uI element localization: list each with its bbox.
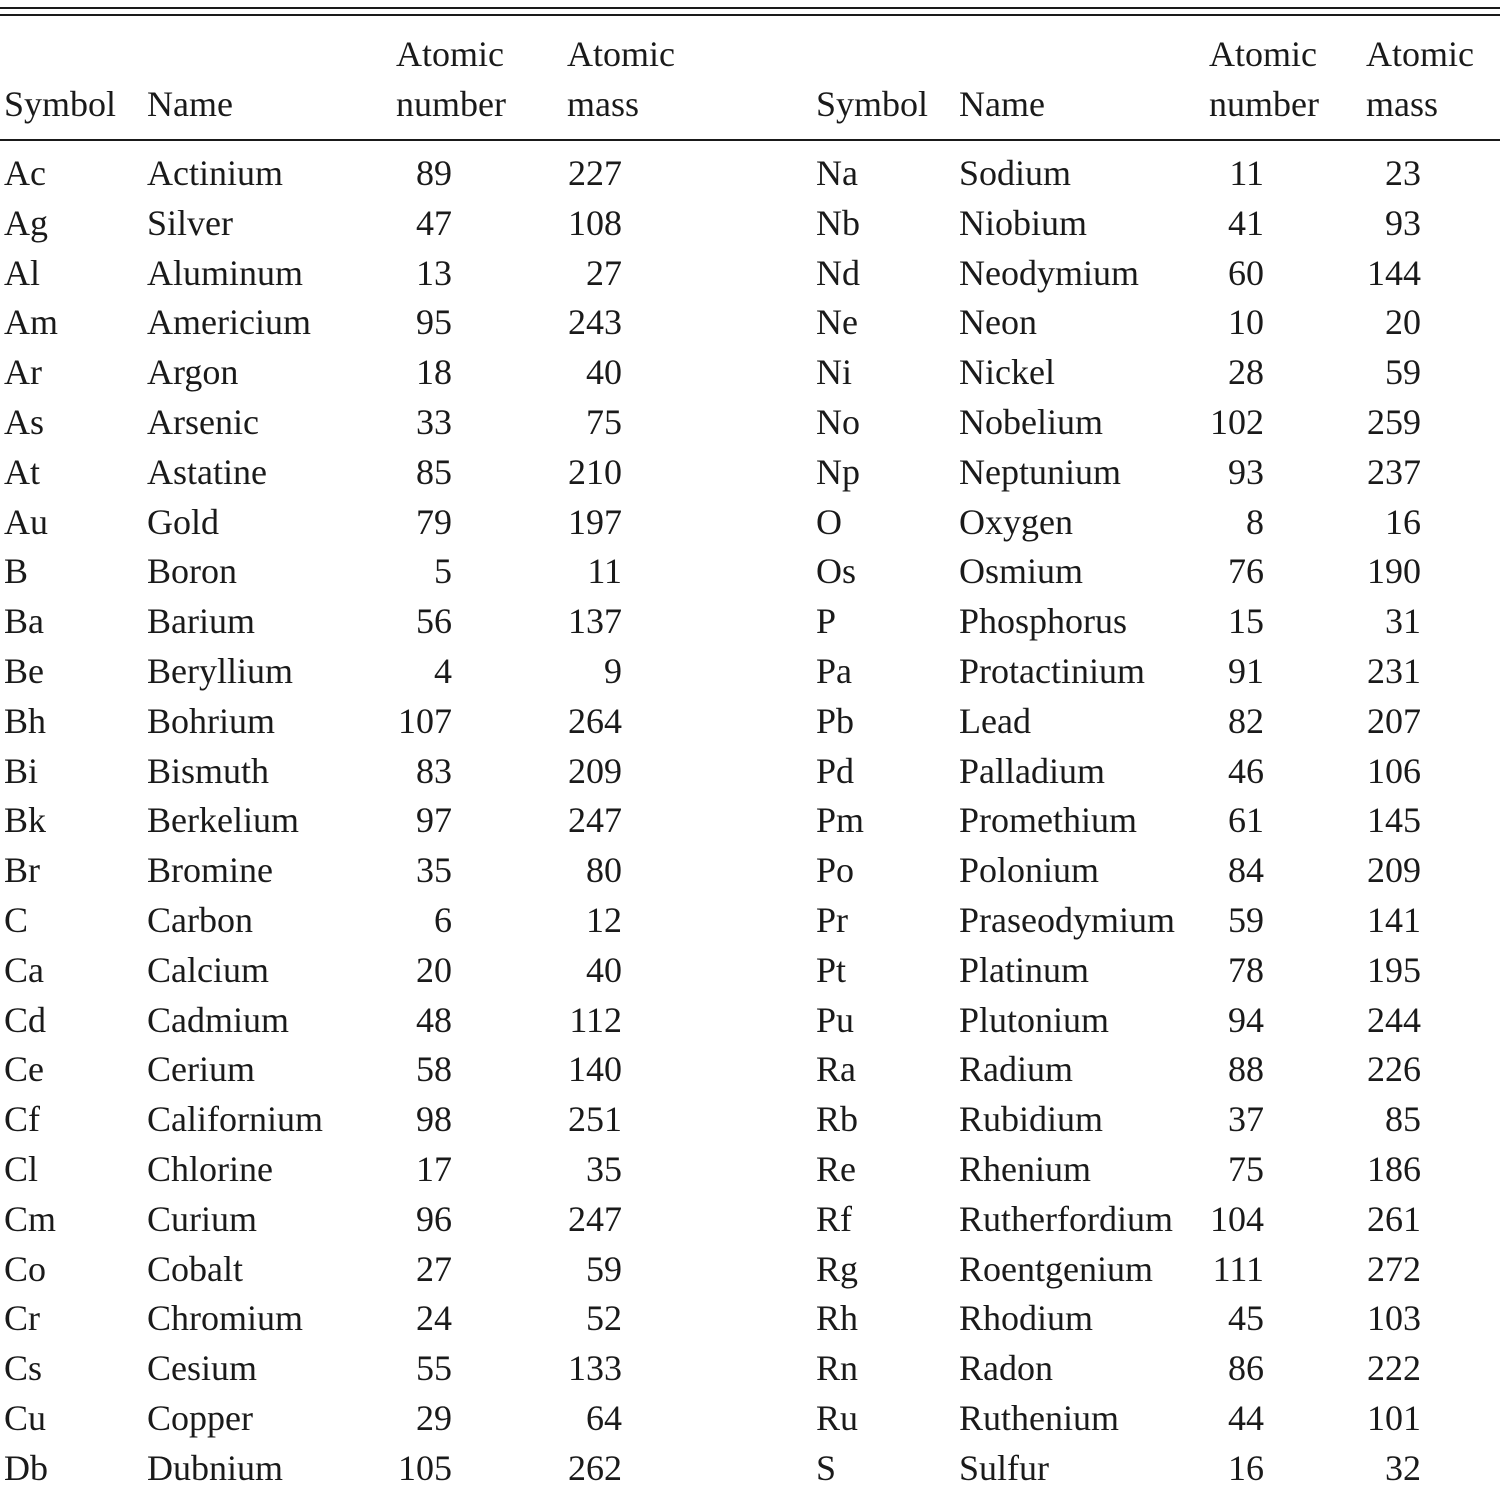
element-atomic-mass: 40	[586, 352, 622, 392]
element-name: Oxygen	[959, 502, 1073, 542]
element-name: Boron	[147, 551, 237, 591]
element-atomic-number: 91	[1228, 651, 1264, 691]
header-rule	[0, 139, 1500, 141]
element-symbol: Po	[816, 850, 855, 890]
element-name: Phosphorus	[959, 601, 1128, 641]
element-atomic-mass: 144	[1367, 253, 1421, 293]
element-name: Chromium	[147, 1298, 304, 1338]
element-atomic-mass: 237	[1367, 452, 1421, 492]
element-name: Rutherfordium	[959, 1199, 1173, 1239]
element-name: Rhodium	[959, 1298, 1094, 1338]
element-atomic-mass: 227	[568, 153, 622, 193]
element-atomic-mass: 209	[1367, 850, 1421, 890]
element-name: Dubnium	[147, 1448, 284, 1488]
element-name: Beryllium	[147, 651, 293, 691]
element-atomic-mass: 31	[1385, 601, 1421, 641]
element-atomic-mass: 40	[586, 950, 622, 990]
element-atomic-mass: 247	[568, 800, 622, 840]
element-symbol: Ac	[4, 153, 46, 193]
element-atomic-number: 16	[1228, 1448, 1264, 1488]
element-name: Barium	[147, 601, 255, 641]
element-atomic-mass: 133	[568, 1348, 622, 1388]
element-atomic-mass: 59	[1385, 352, 1421, 392]
element-name: Polonium	[959, 850, 1100, 890]
element-symbol: Db	[4, 1448, 48, 1488]
element-name: Platinum	[959, 950, 1090, 990]
element-symbol: Ni	[816, 352, 852, 392]
element-atomic-mass: 210	[568, 452, 622, 492]
element-name: Protactinium	[959, 651, 1145, 691]
element-symbol: Rb	[816, 1099, 859, 1139]
element-atomic-number: 93	[1228, 452, 1264, 492]
element-name: Nickel	[959, 352, 1055, 392]
element-atomic-mass: 262	[568, 1448, 622, 1488]
element-name: Lead	[959, 701, 1031, 741]
element-atomic-mass: 112	[569, 1000, 622, 1040]
element-atomic-mass: 35	[586, 1149, 622, 1189]
element-name: Californium	[147, 1099, 323, 1139]
element-name: Plutonium	[959, 1000, 1110, 1040]
element-symbol: Pd	[816, 751, 855, 791]
element-symbol: Ca	[4, 950, 44, 990]
element-symbol: Rn	[816, 1348, 859, 1388]
element-atomic-number: 104	[1210, 1199, 1264, 1239]
element-atomic-mass: 272	[1367, 1249, 1421, 1289]
element-symbol: Na	[816, 153, 858, 193]
element-symbol: Cr	[4, 1298, 40, 1338]
element-atomic-number: 44	[1228, 1398, 1264, 1438]
header-symbol-right: Symbol	[816, 84, 929, 124]
element-atomic-mass: 103	[1367, 1298, 1421, 1338]
element-atomic-number: 33	[416, 402, 452, 442]
element-atomic-number: 5	[434, 551, 452, 591]
element-symbol: Os	[816, 551, 857, 591]
element-symbol: Ru	[816, 1398, 859, 1438]
element-atomic-number: 18	[416, 352, 452, 392]
element-name: Ruthenium	[959, 1398, 1119, 1438]
header-atomic-mass-right-line1: Atomic	[1366, 34, 1474, 74]
element-atomic-number: 78	[1228, 950, 1264, 990]
element-name: Niobium	[959, 203, 1088, 243]
element-atomic-mass: 244	[1367, 1000, 1421, 1040]
element-atomic-number: 20	[416, 950, 452, 990]
element-atomic-number: 41	[1228, 203, 1264, 243]
element-atomic-number: 75	[1228, 1149, 1264, 1189]
element-name: Nobelium	[959, 402, 1103, 442]
element-name: Astatine	[147, 452, 267, 492]
element-symbol: Ce	[4, 1049, 44, 1089]
element-atomic-number: 45	[1228, 1298, 1264, 1338]
element-atomic-number: 84	[1228, 850, 1264, 890]
element-atomic-mass: 197	[568, 502, 622, 542]
element-atomic-number: 35	[416, 850, 452, 890]
header-name-right: Name	[959, 84, 1045, 124]
element-atomic-mass: 20	[1385, 302, 1421, 342]
element-symbol: Re	[816, 1149, 856, 1189]
element-atomic-number: 10	[1228, 302, 1264, 342]
element-atomic-number: 24	[416, 1298, 452, 1338]
element-atomic-mass: 32	[1385, 1448, 1421, 1488]
element-atomic-mass: 243	[568, 302, 622, 342]
element-atomic-mass: 12	[586, 900, 622, 940]
element-atomic-mass: 52	[586, 1298, 622, 1338]
element-atomic-mass: 101	[1367, 1398, 1421, 1438]
element-name: Neptunium	[959, 452, 1121, 492]
element-symbol: Pr	[816, 900, 849, 940]
element-symbol: Cu	[4, 1398, 47, 1438]
element-symbol: Nb	[816, 203, 860, 243]
element-atomic-mass: 264	[568, 701, 622, 741]
element-atomic-mass: 231	[1367, 651, 1421, 691]
element-symbol: Nd	[816, 253, 860, 293]
element-atomic-mass: 195	[1367, 950, 1421, 990]
element-symbol: No	[816, 402, 860, 442]
element-name: Roentgenium	[959, 1249, 1153, 1289]
element-atomic-mass: 259	[1367, 402, 1421, 442]
element-name: Silver	[147, 203, 233, 243]
element-name: Palladium	[959, 751, 1105, 791]
element-atomic-number: 86	[1228, 1348, 1264, 1388]
element-symbol: Cf	[4, 1099, 40, 1139]
element-atomic-mass: 141	[1367, 900, 1421, 940]
element-atomic-mass: 80	[586, 850, 622, 890]
element-name: Cerium	[147, 1049, 255, 1089]
element-name: Cobalt	[147, 1249, 243, 1289]
element-atomic-mass: 140	[568, 1049, 622, 1089]
element-symbol: Br	[4, 850, 40, 890]
element-name: Americium	[147, 302, 311, 342]
element-symbol: Rh	[816, 1298, 859, 1338]
element-symbol: C	[4, 900, 29, 940]
element-name: Rubidium	[959, 1099, 1104, 1139]
element-symbol: Bi	[4, 751, 39, 791]
element-symbol: At	[4, 452, 40, 492]
element-name: Carbon	[147, 900, 253, 940]
element-atomic-mass: 27	[586, 253, 622, 293]
element-atomic-number: 98	[416, 1099, 452, 1139]
element-name: Copper	[147, 1398, 253, 1438]
element-atomic-number: 85	[416, 452, 452, 492]
element-atomic-mass: 222	[1367, 1348, 1421, 1388]
element-atomic-number: 60	[1228, 253, 1264, 293]
element-name: Curium	[147, 1199, 258, 1239]
element-atomic-number: 96	[416, 1199, 452, 1239]
element-atomic-number: 8	[1246, 502, 1264, 542]
element-symbol: Bk	[4, 800, 47, 840]
element-name: Sodium	[959, 153, 1072, 193]
element-name: Aluminum	[147, 253, 304, 293]
element-symbol: S	[816, 1448, 837, 1488]
element-atomic-mass: 64	[586, 1398, 622, 1438]
element-atomic-number: 15	[1228, 601, 1264, 641]
element-name: Neodymium	[959, 253, 1139, 293]
element-symbol: P	[816, 601, 837, 641]
element-atomic-mass: 108	[568, 203, 622, 243]
element-name: Bismuth	[147, 751, 270, 791]
element-atomic-number: 83	[416, 751, 452, 791]
table-top-rule-1	[0, 7, 1500, 9]
element-atomic-number: 107	[398, 701, 452, 741]
element-atomic-number: 37	[1228, 1099, 1264, 1139]
element-symbol: O	[816, 502, 842, 542]
element-symbol: Rg	[816, 1249, 859, 1289]
element-atomic-mass: 11	[587, 551, 622, 591]
element-atomic-number: 111	[1212, 1249, 1264, 1289]
element-symbol: Pa	[816, 651, 852, 691]
element-symbol: Al	[4, 253, 40, 293]
element-atomic-mass: 226	[1367, 1049, 1421, 1089]
element-atomic-number: 76	[1228, 551, 1264, 591]
element-symbol: Ag	[4, 203, 48, 243]
header-atomic-number-right-line1: Atomic	[1209, 34, 1317, 74]
element-atomic-number: 89	[416, 153, 452, 193]
element-atomic-number: 58	[416, 1049, 452, 1089]
element-atomic-mass: 106	[1367, 751, 1421, 791]
element-name: Neon	[959, 302, 1037, 342]
element-atomic-mass: 23	[1385, 153, 1421, 193]
element-name: Radium	[959, 1049, 1073, 1089]
element-atomic-number: 29	[416, 1398, 452, 1438]
element-atomic-number: 95	[416, 302, 452, 342]
element-symbol: Bh	[4, 701, 47, 741]
element-atomic-mass: 85	[1385, 1099, 1421, 1139]
element-symbol: Ar	[4, 352, 42, 392]
element-atomic-number: 61	[1228, 800, 1264, 840]
element-atomic-number: 4	[434, 651, 452, 691]
element-name: Radon	[959, 1348, 1053, 1388]
element-symbol: Pu	[816, 1000, 855, 1040]
element-atomic-number: 17	[416, 1149, 452, 1189]
element-name: Argon	[147, 352, 239, 392]
header-atomic-mass-left-line2: mass	[567, 84, 639, 124]
element-atomic-mass: 16	[1385, 502, 1421, 542]
element-name: Promethium	[959, 800, 1137, 840]
element-name: Actinium	[147, 153, 283, 193]
element-name: Bohrium	[147, 701, 276, 741]
element-atomic-mass: 9	[604, 651, 622, 691]
element-atomic-number: 48	[416, 1000, 452, 1040]
header-name-left: Name	[147, 84, 233, 124]
element-symbol: Rf	[816, 1199, 852, 1239]
header-symbol-left: Symbol	[4, 84, 117, 124]
element-atomic-number: 97	[416, 800, 452, 840]
element-atomic-number: 13	[416, 253, 452, 293]
element-symbol: Cl	[4, 1149, 39, 1189]
element-atomic-mass: 137	[568, 601, 622, 641]
element-name: Chlorine	[147, 1149, 273, 1189]
element-atomic-number: 82	[1228, 701, 1264, 741]
element-atomic-number: 11	[1229, 153, 1264, 193]
element-atomic-number: 55	[416, 1348, 452, 1388]
header-atomic-number-left-line1: Atomic	[396, 34, 504, 74]
element-atomic-mass: 93	[1385, 203, 1421, 243]
element-symbol: Np	[816, 452, 860, 492]
element-atomic-number: 105	[398, 1448, 452, 1488]
element-name: Osmium	[959, 551, 1084, 591]
element-atomic-mass: 145	[1367, 800, 1421, 840]
element-symbol: Pb	[816, 701, 855, 741]
element-symbol: Pt	[816, 950, 847, 990]
element-name: Bromine	[147, 850, 273, 890]
element-name: Rhenium	[959, 1149, 1091, 1189]
element-atomic-mass: 251	[568, 1099, 622, 1139]
element-atomic-number: 102	[1210, 402, 1264, 442]
element-symbol: Cs	[4, 1348, 43, 1388]
element-atomic-mass: 247	[568, 1199, 622, 1239]
element-atomic-number: 28	[1228, 352, 1264, 392]
element-symbol: Au	[4, 502, 48, 542]
header-atomic-mass-left-line1: Atomic	[567, 34, 675, 74]
element-atomic-mass: 190	[1367, 551, 1421, 591]
element-name: Calcium	[147, 950, 269, 990]
element-atomic-number: 47	[416, 203, 452, 243]
element-atomic-number: 94	[1228, 1000, 1264, 1040]
element-symbol: Am	[4, 302, 58, 342]
element-atomic-mass: 209	[568, 751, 622, 791]
element-atomic-number: 59	[1228, 900, 1264, 940]
element-symbol: Pm	[816, 800, 865, 840]
element-symbol: Cd	[4, 1000, 47, 1040]
element-name: Sulfur	[959, 1448, 1049, 1488]
element-atomic-number: 6	[434, 900, 452, 940]
element-symbol: Co	[4, 1249, 47, 1289]
element-name: Gold	[147, 502, 219, 542]
element-atomic-number: 79	[416, 502, 452, 542]
element-atomic-number: 46	[1228, 751, 1264, 791]
element-symbol: Be	[4, 651, 44, 691]
element-atomic-mass: 186	[1367, 1149, 1421, 1189]
element-symbol: B	[4, 551, 29, 591]
element-symbol: Ne	[816, 302, 858, 342]
element-atomic-number: 56	[416, 601, 452, 641]
header-atomic-number-left-line2: number	[396, 84, 506, 124]
element-atomic-mass: 59	[586, 1249, 622, 1289]
element-symbol: As	[4, 402, 45, 442]
element-symbol: Ba	[4, 601, 44, 641]
element-name: Cadmium	[147, 1000, 289, 1040]
element-name: Praseodymium	[959, 900, 1175, 940]
header-atomic-number-right-line2: number	[1209, 84, 1319, 124]
element-symbol: Cm	[4, 1199, 57, 1239]
element-name: Cesium	[147, 1348, 258, 1388]
element-atomic-number: 88	[1228, 1049, 1264, 1089]
element-name: Arsenic	[147, 402, 259, 442]
table-top-rule-2	[0, 14, 1500, 16]
element-atomic-mass: 207	[1367, 701, 1421, 741]
element-atomic-mass: 261	[1367, 1199, 1421, 1239]
element-symbol: Ra	[816, 1049, 856, 1089]
element-name: Berkelium	[147, 800, 299, 840]
element-atomic-mass: 75	[586, 402, 622, 442]
element-atomic-number: 27	[416, 1249, 452, 1289]
header-atomic-mass-right-line2: mass	[1366, 84, 1438, 124]
